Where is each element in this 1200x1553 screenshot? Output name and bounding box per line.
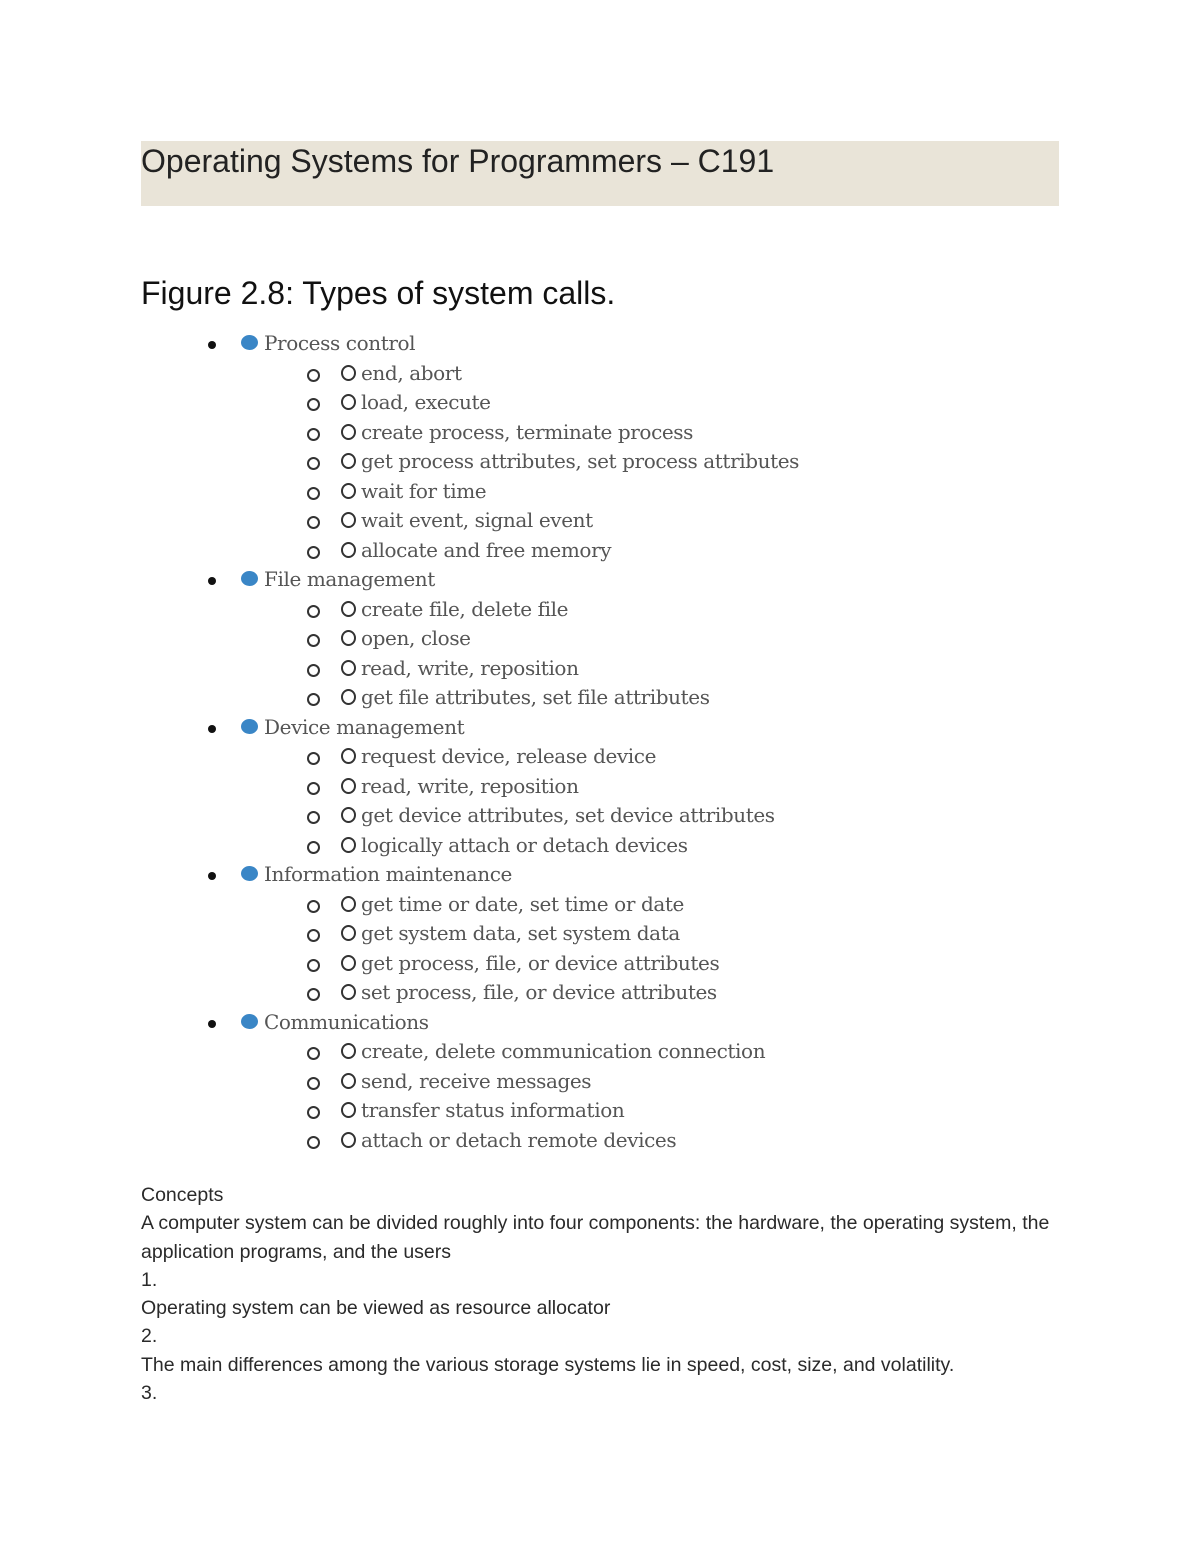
list-item	[0, 477, 1200, 507]
category-item	[0, 1008, 1200, 1038]
outline-circle-icon	[341, 660, 356, 676]
list-item-text: get process, file, or device attributes	[361, 950, 720, 975]
list-item	[0, 949, 1200, 979]
hollow-circle-icon	[307, 929, 320, 942]
hollow-circle-icon	[307, 1106, 320, 1119]
list-item-text: get system data, set system data	[361, 921, 680, 945]
figure-heading: Figure 2.8: Types of system calls.	[141, 275, 616, 311]
hollow-circle-icon	[307, 693, 320, 706]
hollow-circle-icon	[307, 1136, 320, 1149]
hollow-circle-icon	[307, 664, 320, 677]
outline-circle-icon	[341, 807, 356, 823]
list-item	[0, 801, 1200, 831]
list-item	[0, 772, 1200, 802]
list-item	[0, 890, 1200, 920]
list-item-text: get process attributes, set process attributes	[361, 449, 800, 473]
hollow-circle-icon	[307, 1047, 320, 1060]
category-label: Communications	[264, 1009, 429, 1034]
list-item	[0, 447, 1200, 477]
list-item-text: logically attach or detach devices	[361, 832, 688, 857]
blue-circle-icon	[241, 571, 258, 586]
list-item	[0, 978, 1200, 1008]
list-item	[0, 1126, 1200, 1156]
list-item-text: allocate and free memory	[361, 537, 612, 562]
list-item	[0, 624, 1200, 654]
outline-circle-icon	[341, 955, 356, 971]
category-label: Device management	[264, 714, 465, 739]
list-item-text: get file attributes, set file attributes	[361, 685, 710, 709]
concept-text: A computer system can be divided roughly into four components: the hardware, the operating system, the application programs, and the users	[141, 1212, 1050, 1263]
list-item-text: wait for time	[361, 478, 487, 503]
blue-circle-icon	[241, 335, 258, 350]
hollow-circle-icon	[307, 988, 320, 1001]
list-item	[0, 1096, 1200, 1126]
list-item	[0, 536, 1200, 566]
concept-number: 1.	[141, 1268, 158, 1291]
category-item	[0, 565, 1200, 595]
list-item	[0, 831, 1200, 861]
hollow-circle-icon	[307, 428, 320, 441]
hollow-circle-icon	[307, 782, 320, 795]
list-item-text: wait event, signal event	[361, 508, 593, 532]
outline-circle-icon	[341, 896, 356, 912]
list-item	[0, 1037, 1200, 1067]
hollow-circle-icon	[307, 516, 320, 529]
hollow-circle-icon	[307, 546, 320, 559]
list-item-text: get time or date, set time or date	[361, 891, 684, 916]
category-label: Information maintenance	[264, 862, 512, 886]
concept-number: 2.	[141, 1325, 158, 1348]
hollow-circle-icon	[307, 752, 320, 765]
hollow-circle-icon	[307, 1077, 320, 1090]
list-item	[0, 418, 1200, 448]
outline-circle-icon	[341, 1132, 356, 1148]
list-item-text: attach or detach remote devices	[361, 1127, 677, 1152]
hollow-circle-icon	[307, 811, 320, 824]
outline-circle-icon	[341, 1043, 356, 1059]
list-item-text: create file, delete file	[361, 596, 569, 621]
hollow-circle-icon	[307, 605, 320, 618]
outline-circle-icon	[341, 453, 356, 469]
list-item-text: transfer status information	[361, 1098, 625, 1122]
bullet-dot-icon	[208, 341, 216, 349]
hollow-circle-icon	[307, 398, 320, 411]
page-title: Operating Systems for Programmers – C191	[141, 143, 775, 179]
blue-circle-icon	[241, 1014, 258, 1029]
hollow-circle-icon	[307, 369, 320, 382]
hollow-circle-icon	[307, 457, 320, 470]
list-item-text: load, execute	[361, 390, 491, 414]
category-item	[0, 713, 1200, 743]
outline-circle-icon	[341, 1102, 356, 1118]
outline-circle-icon	[341, 483, 356, 499]
outline-circle-icon	[341, 748, 356, 764]
list-item-text: send, receive messages	[361, 1068, 592, 1093]
hollow-circle-icon	[307, 487, 320, 500]
category-item	[0, 860, 1200, 890]
outline-circle-icon	[341, 424, 356, 440]
outline-circle-icon	[341, 778, 356, 794]
list-item	[0, 506, 1200, 536]
list-item	[0, 683, 1200, 713]
list-item	[0, 919, 1200, 949]
outline-circle-icon	[341, 837, 356, 853]
concept-number: 3.	[141, 1382, 158, 1405]
list-item	[0, 742, 1200, 772]
bullet-dot-icon	[208, 1020, 216, 1028]
outline-circle-icon	[341, 984, 356, 1000]
hollow-circle-icon	[307, 900, 320, 913]
list-item-text: set process, file, or device attributes	[361, 980, 717, 1004]
list-item-text: create process, terminate process	[361, 419, 694, 444]
hollow-circle-icon	[307, 959, 320, 972]
category-label: Process control	[264, 331, 416, 355]
bullet-dot-icon	[208, 725, 216, 733]
blue-circle-icon	[241, 866, 258, 881]
category-label: File management	[264, 567, 435, 591]
hollow-circle-icon	[307, 634, 320, 647]
outline-circle-icon	[341, 512, 356, 528]
list-item	[0, 1067, 1200, 1097]
list-item	[0, 595, 1200, 625]
bullet-dot-icon	[208, 872, 216, 880]
category-item	[0, 329, 1200, 359]
outline-circle-icon	[341, 1073, 356, 1089]
list-item	[0, 359, 1200, 389]
list-item-text: read, write, reposition	[361, 655, 579, 680]
outline-circle-icon	[341, 630, 356, 646]
concept-text: Operating system can be viewed as resource allocator	[141, 1297, 611, 1320]
list-item-text: open, close	[361, 626, 471, 650]
outline-circle-icon	[341, 601, 356, 617]
list-item-text: request device, release device	[361, 744, 657, 768]
outline-circle-icon	[341, 542, 356, 558]
list-item	[0, 388, 1200, 418]
concepts-heading: Concepts	[141, 1184, 224, 1206]
concepts-section	[141, 1181, 1061, 1407]
list-item-text: create, delete communication connection	[361, 1039, 766, 1063]
list-item-text: end, abort	[361, 360, 462, 385]
list-item-text: get device attributes, set device attributes	[361, 803, 775, 827]
list-item	[0, 654, 1200, 684]
blue-circle-icon	[241, 719, 258, 734]
hollow-circle-icon	[307, 841, 320, 854]
system-calls-list	[0, 329, 1200, 1155]
outline-circle-icon	[341, 689, 356, 705]
outline-circle-icon	[341, 925, 356, 941]
bullet-dot-icon	[208, 577, 216, 585]
concept-text: The main differences among the various storage systems lie in speed, cost, size, and volatility.	[141, 1353, 955, 1376]
list-item-text: read, write, reposition	[361, 773, 579, 798]
outline-circle-icon	[341, 365, 356, 381]
outline-circle-icon	[341, 394, 356, 410]
